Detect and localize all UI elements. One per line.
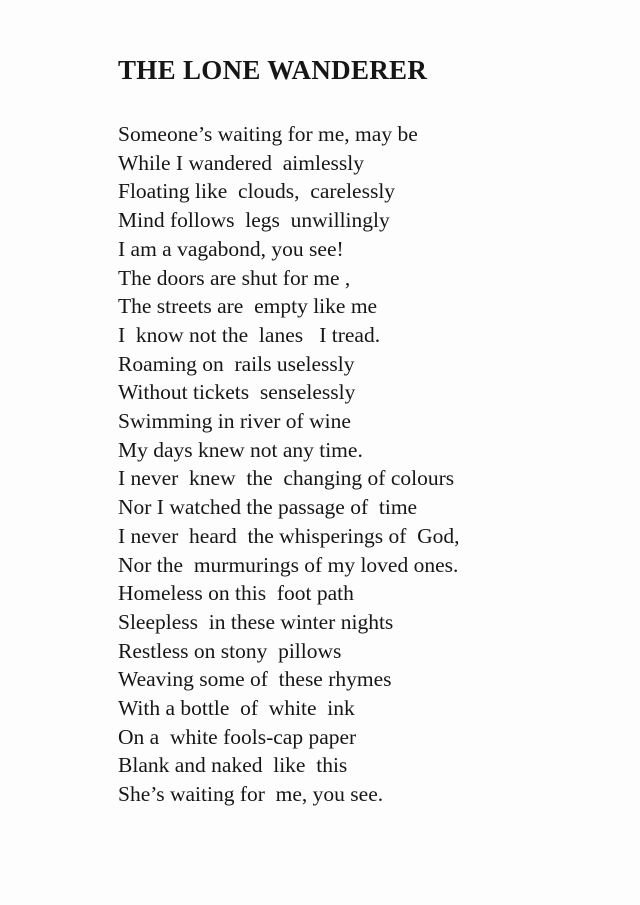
poem-line: She’s waiting for me, you see. [118,782,384,807]
poem-line: I know not the lanes I tread. [118,322,381,347]
poem-line: I am a vagabond, you see! [118,236,344,261]
poem-line: The doors are shut for me , [118,265,351,290]
poem-line: My days knew not any time. [118,437,363,462]
poem-line: Roaming on rails uselessly [118,351,355,376]
poem-line: While I wandered aimlessly [118,150,364,175]
poem-line: The streets are empty like me [118,294,378,319]
poem-line: Without tickets senselessly [118,380,356,405]
poem-line: With a bottle of white ink [118,696,355,721]
poem-line: I never knew the changing of colours [118,466,455,491]
poem-line: Weaving some of these rhymes [118,667,392,692]
poem-line: Nor the murmurings of my loved ones. [118,552,459,577]
poem-line: On a white fools-cap paper [118,724,357,749]
poem-line: Homeless on this foot path [118,581,354,606]
poem-line: Floating like clouds, carelessly [118,179,396,204]
poem-line: Blank and naked like this [118,753,348,778]
poem-body [118,120,460,809]
poem-line: Mind follows legs unwillingly [118,208,390,233]
poem-line: Restless on stony pillows [118,638,342,663]
poem-title: THE LONE WANDERER [118,55,428,85]
poem-line: Someone’s waiting for me, may be [118,122,418,146]
poem-line: Swimming in river of wine [118,409,351,434]
poem-line: I never heard the whisperings of God, [118,523,460,548]
poem-line: Sleepless in these winter nights [118,609,394,634]
poem-line: Nor I watched the passage of time [118,495,418,520]
